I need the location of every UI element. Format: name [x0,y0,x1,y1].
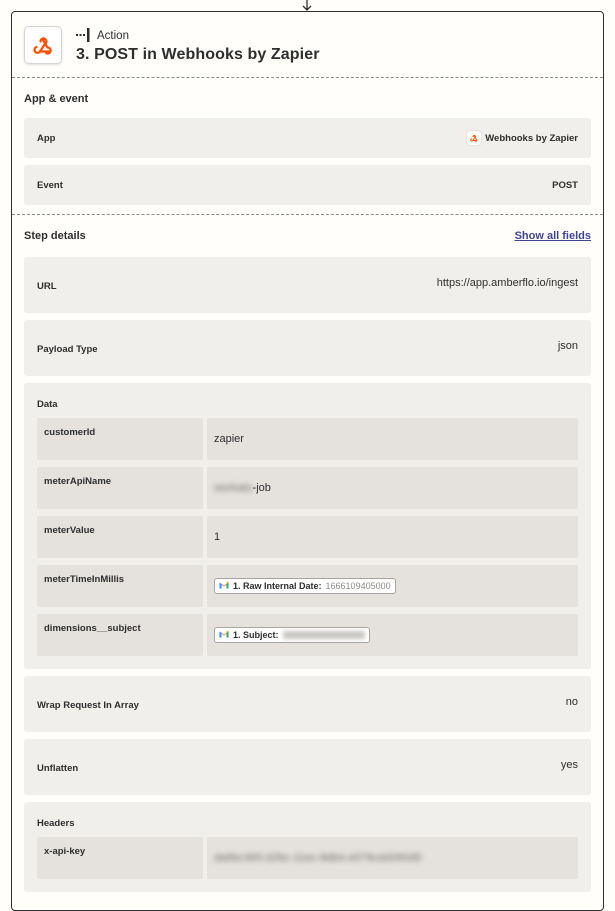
headers-group [24,802,591,892]
redacted-text: da6bc365-d2bc-11ec-8db4-e576ca0090d9 [214,852,422,864]
data-field-value: 1 [207,516,578,558]
action-step-icon [76,28,90,45]
action-step-card[interactable] [11,11,604,911]
event-value: POST [552,179,578,191]
data-field-key: customerId [37,418,203,460]
url-row[interactable] [24,257,591,313]
webhook-icon [467,131,481,145]
webhook-icon [24,26,62,64]
url-label: URL [37,281,57,292]
step-kind-label: Action [97,30,129,42]
unflatten-row[interactable] [24,739,591,795]
section-title: App & event [24,93,89,105]
app-label: App [37,132,56,144]
step-details-heading [24,215,591,257]
wrap-request-value: no [565,696,578,708]
unflatten-label: Unflatten [37,763,79,774]
app-event-section [12,78,603,215]
app-row[interactable] [24,118,591,158]
event-row[interactable] [24,165,591,205]
step-title[interactable]: 3. POST in Webhooks by Zapier [76,46,320,63]
step-details-section [12,215,603,892]
app-value [467,131,578,145]
mapped-field-pill[interactable] [214,627,370,643]
data-field-key: meterTimeInMillis [37,565,203,607]
data-field-value [207,565,578,607]
payload-type-value: json [557,340,578,352]
data-title: Data [37,399,58,410]
redacted-text: workato [214,482,253,494]
data-field-value: zapier [207,418,578,460]
step-kind [76,29,129,43]
app-event-heading [24,78,591,118]
app-name: Webhooks by Zapier [485,132,578,144]
header-field-key: x-api-key [37,837,203,879]
gmail-icon [219,630,229,640]
header-field-value [207,837,578,879]
data-field-row[interactable] [37,516,578,558]
pill-label: 1. Raw Internal Date: [233,581,322,591]
data-group [24,383,591,669]
header-field-row[interactable] [37,837,578,879]
data-field-key: meterApiName [37,467,203,509]
value-suffix: -job [252,482,271,494]
payload-type-label: Payload Type [37,344,98,355]
headers-title: Headers [37,818,75,829]
data-field-value [207,614,578,656]
data-field-row[interactable] [37,614,578,656]
data-field-row[interactable] [37,565,578,607]
redacted-text [283,631,365,639]
wrap-request-row[interactable] [24,676,591,732]
data-field-key: dimensions__subject [37,614,203,656]
event-label: Event [37,179,63,191]
unflatten-value: yes [560,759,578,771]
pill-value: 1666109405000 [325,581,391,591]
url-value: https://app.amberflo.io/ingest [436,277,578,289]
data-field-row[interactable] [37,418,578,460]
data-field-row[interactable] [37,467,578,509]
data-field-value [207,467,578,509]
pill-label: 1. Subject: [233,630,279,640]
payload-type-row[interactable] [24,320,591,376]
show-all-fields-link[interactable]: Show all fields [514,230,591,242]
gmail-icon [219,581,229,591]
data-field-key: meterValue [37,516,203,558]
step-header [12,12,603,78]
wrap-request-label: Wrap Request In Array [37,700,139,711]
section-title: Step details [24,230,86,242]
mapped-field-pill[interactable] [214,578,396,594]
